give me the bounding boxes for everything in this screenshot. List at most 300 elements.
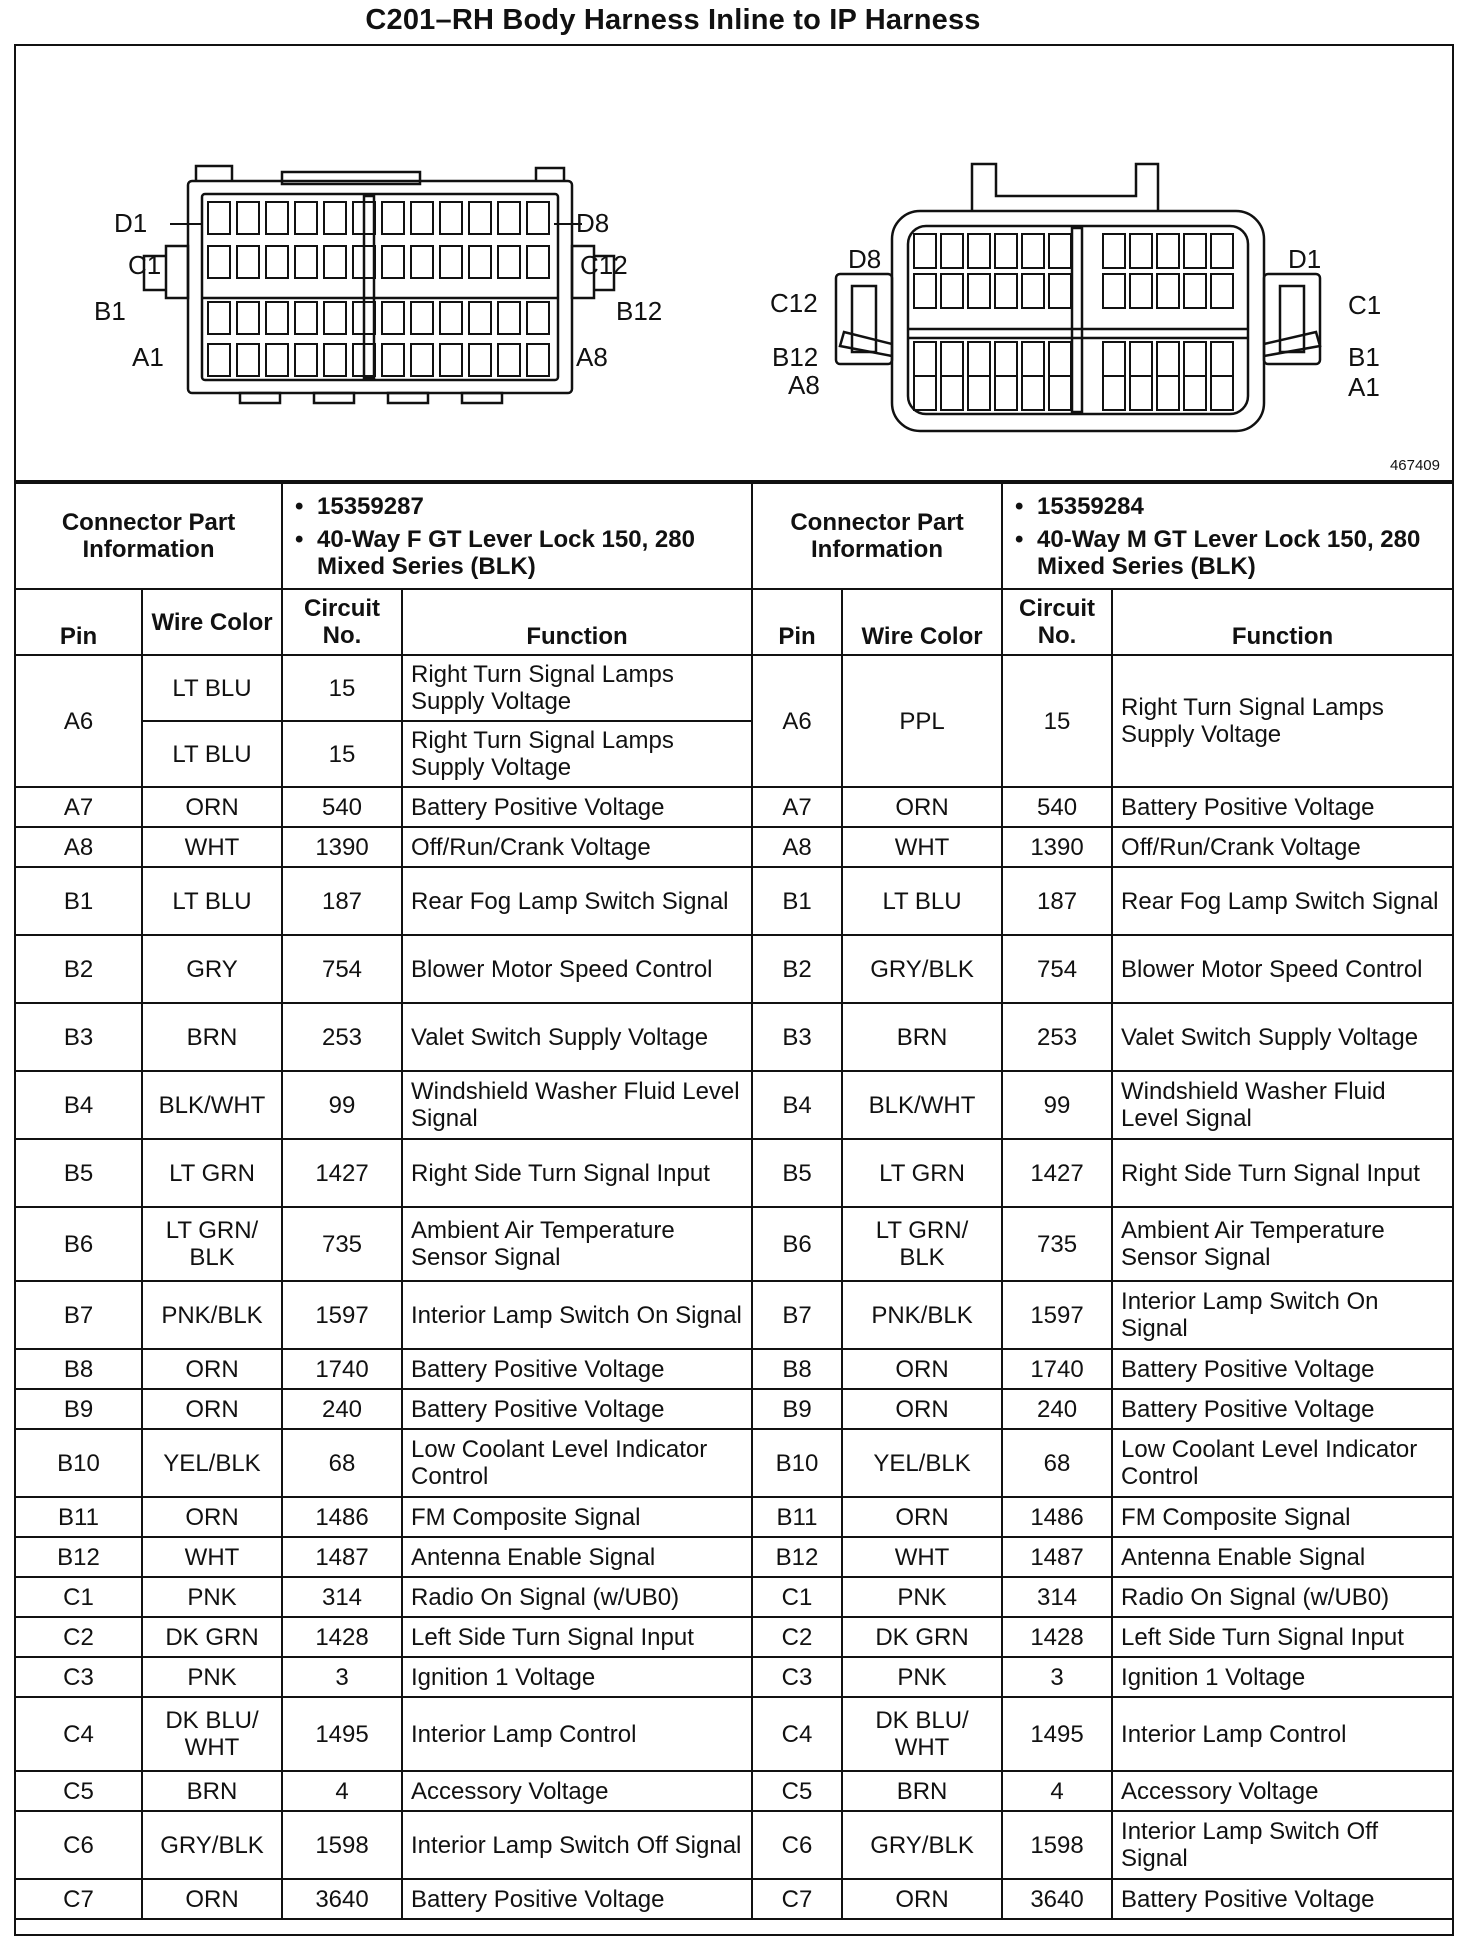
- connector-cavity: [995, 376, 1017, 410]
- connector-cavity: [382, 202, 404, 234]
- pin-cell: B10: [752, 1429, 842, 1497]
- wire-color-cell: YEL/BLK: [842, 1429, 1002, 1497]
- label-c12-male: C12: [770, 288, 818, 318]
- pin-cell: B11: [16, 1497, 142, 1537]
- function-cell: Battery Positive Voltage: [1112, 1879, 1452, 1919]
- function-cell: Interior Lamp Control: [1112, 1697, 1452, 1771]
- pin-cell: C2: [16, 1617, 142, 1657]
- function-cell: Accessory Voltage: [402, 1771, 752, 1811]
- connector-cavity: [1184, 342, 1206, 376]
- connector-cavity: [266, 246, 288, 278]
- wire-color-cell: PNK: [842, 1577, 1002, 1617]
- connector-cavity: [382, 246, 404, 278]
- label-c1: C1: [128, 250, 162, 280]
- connector-info-row: [16, 483, 1452, 589]
- connector-cavity: [1130, 376, 1152, 410]
- function-cell: Low Coolant Level Indicator Control: [402, 1429, 752, 1497]
- connector-cavity: [914, 274, 936, 308]
- function-cell: Rear Fog Lamp Switch Signal: [1112, 867, 1452, 935]
- col-pin-right: Pin: [752, 589, 842, 655]
- wire-color-cell: WHT: [842, 1537, 1002, 1577]
- wire-color-cell: LT BLU: [142, 655, 282, 721]
- circuit-cell: 99: [1002, 1071, 1112, 1139]
- connector-cavity: [498, 202, 520, 234]
- connector-cavity: [1157, 342, 1179, 376]
- function-cell: Left Side Turn Signal Input: [1112, 1617, 1452, 1657]
- connector-cavity: [266, 302, 288, 334]
- circuit-cell: 1390: [1002, 827, 1112, 867]
- connector-cavity: [266, 344, 288, 376]
- connector-cavity: [1049, 376, 1071, 410]
- connector-cavity: [941, 234, 963, 268]
- circuit-cell: 754: [1002, 935, 1112, 1003]
- function-cell: Right Side Turn Signal Input: [402, 1139, 752, 1207]
- label-d1-male: D1: [1288, 244, 1322, 274]
- wire-color-cell: ORN: [142, 1879, 282, 1919]
- connector-cavity: [295, 344, 317, 376]
- function-cell: Valet Switch Supply Voltage: [1112, 1003, 1452, 1071]
- connector-cavity: [1157, 234, 1179, 268]
- connector-cavity: [498, 344, 520, 376]
- pinout-table: [16, 482, 1452, 1920]
- connector-cavity: [1022, 342, 1044, 376]
- connector-cavity: [1022, 376, 1044, 410]
- wire-color-cell: WHT: [142, 827, 282, 867]
- wire-color-cell: DK BLU/ WHT: [142, 1697, 282, 1771]
- connector-cavity: [1049, 342, 1071, 376]
- circuit-cell: 540: [282, 787, 402, 827]
- male-connector-drawing: [836, 164, 1320, 431]
- table-row: [16, 1811, 1452, 1879]
- circuit-cell: 1495: [282, 1697, 402, 1771]
- wire-color-cell: ORN: [842, 1349, 1002, 1389]
- wire-color-cell: GRY/BLK: [142, 1811, 282, 1879]
- connector-cavity: [469, 344, 491, 376]
- label-d1: D1: [114, 208, 148, 238]
- connector-cavity: [1130, 274, 1152, 308]
- connector-cavity: [1103, 342, 1125, 376]
- table-row: [16, 1071, 1452, 1139]
- table-row: [16, 1697, 1452, 1771]
- pin-cell: C6: [16, 1811, 142, 1879]
- connector-cavity: [440, 302, 462, 334]
- connector-cavity: [527, 202, 549, 234]
- wire-color-cell: ORN: [842, 1879, 1002, 1919]
- pin-cell: B1: [752, 867, 842, 935]
- pin-cell: B12: [752, 1537, 842, 1577]
- female-cavity-grid: [208, 202, 549, 376]
- pin-cell: A7: [16, 787, 142, 827]
- table-row: [16, 787, 1452, 827]
- label-a8-male: A8: [788, 370, 820, 400]
- right-part-number: • 15359284: [1011, 493, 1444, 520]
- connector-cavity: [1022, 274, 1044, 308]
- connector-cavity: [1184, 376, 1206, 410]
- connector-cavity: [324, 202, 346, 234]
- table-row: [16, 1429, 1452, 1497]
- circuit-cell: 1428: [282, 1617, 402, 1657]
- circuit-cell: 735: [282, 1207, 402, 1281]
- pin-cell: B5: [16, 1139, 142, 1207]
- table-row: [16, 867, 1452, 935]
- circuit-cell: 68: [1002, 1429, 1112, 1497]
- connector-cavity: [469, 246, 491, 278]
- connector-cavity: [914, 234, 936, 268]
- connector-cavity: [968, 342, 990, 376]
- function-cell: Battery Positive Voltage: [1112, 787, 1452, 827]
- connector-cavity: [208, 246, 230, 278]
- pin-cell: B6: [752, 1207, 842, 1281]
- right-part-description: • 40-Way M GT Lever Lock 150, 280 Mixed Series (BLK): [1011, 526, 1444, 580]
- wire-color-cell: PNK/BLK: [142, 1281, 282, 1349]
- table-row: [16, 1771, 1452, 1811]
- circuit-cell: 68: [282, 1429, 402, 1497]
- connector-cavity: [1211, 376, 1233, 410]
- function-cell: Radio On Signal (w/UB0): [402, 1577, 752, 1617]
- wire-color-cell: LT BLU: [142, 721, 282, 787]
- pin-cell: B1: [16, 867, 142, 935]
- connector-cavity: [968, 234, 990, 268]
- pin-cell: C7: [16, 1879, 142, 1919]
- connector-cavity: [1103, 234, 1125, 268]
- circuit-cell: 1740: [1002, 1349, 1112, 1389]
- connector-cavity: [1049, 274, 1071, 308]
- function-cell: Right Side Turn Signal Input: [1112, 1139, 1452, 1207]
- connector-cavity: [295, 302, 317, 334]
- wire-color-cell: PNK: [142, 1577, 282, 1617]
- col-function-left: Function: [402, 589, 752, 655]
- connector-cavity: [324, 246, 346, 278]
- connector-cavity: [498, 246, 520, 278]
- pin-cell: B4: [16, 1071, 142, 1139]
- label-d8: D8: [576, 208, 610, 238]
- circuit-cell: 1390: [282, 827, 402, 867]
- function-cell: Ambient Air Temperature Sensor Signal: [402, 1207, 752, 1281]
- wire-color-cell: DK GRN: [842, 1617, 1002, 1657]
- wire-color-cell: LT BLU: [142, 867, 282, 935]
- label-b1: B1: [94, 296, 126, 326]
- connector-cavity: [295, 202, 317, 234]
- left-part-description: • 40-Way F GT Lever Lock 150, 280 Mixed Series (BLK): [291, 526, 743, 580]
- circuit-cell: 1428: [1002, 1617, 1112, 1657]
- col-pin-left: Pin: [16, 589, 142, 655]
- function-cell: Blower Motor Speed Control: [1112, 935, 1452, 1003]
- function-cell: Interior Lamp Control: [402, 1697, 752, 1771]
- wire-color-cell: GRY: [142, 935, 282, 1003]
- connector-cavity: [266, 202, 288, 234]
- connector-cavity: [411, 202, 433, 234]
- pin-cell: C5: [752, 1771, 842, 1811]
- connector-cavity: [914, 342, 936, 376]
- circuit-cell: 1487: [282, 1537, 402, 1577]
- wire-color-cell: PPL: [842, 655, 1002, 787]
- pin-cell: B11: [752, 1497, 842, 1537]
- table-row: [16, 935, 1452, 1003]
- connector-cavity: [1211, 342, 1233, 376]
- connector-cavity: [411, 344, 433, 376]
- circuit-cell: 253: [282, 1003, 402, 1071]
- circuit-cell: 1486: [282, 1497, 402, 1537]
- pin-cell: B2: [752, 935, 842, 1003]
- connector-cavity: [208, 344, 230, 376]
- pin-cell: B9: [752, 1389, 842, 1429]
- label-b1-male: B1: [1348, 342, 1380, 372]
- wire-color-cell: PNK: [142, 1657, 282, 1697]
- connector-cavity: [237, 344, 259, 376]
- circuit-cell: 314: [1002, 1577, 1112, 1617]
- pin-cell: C4: [752, 1697, 842, 1771]
- wire-color-cell: ORN: [142, 1349, 282, 1389]
- circuit-cell: 187: [1002, 867, 1112, 935]
- connector-cavity: [914, 376, 936, 410]
- function-cell: FM Composite Signal: [1112, 1497, 1452, 1537]
- left-info-label: Connector Part Information: [16, 483, 282, 589]
- table-row: [16, 1139, 1452, 1207]
- wire-color-cell: WHT: [842, 827, 1002, 867]
- table-row: [16, 1207, 1452, 1281]
- wire-color-cell: ORN: [142, 1389, 282, 1429]
- wire-color-cell: WHT: [142, 1537, 282, 1577]
- circuit-cell: 1427: [1002, 1139, 1112, 1207]
- pin-cell: B12: [16, 1537, 142, 1577]
- circuit-cell: 15: [282, 721, 402, 787]
- circuit-cell: 3640: [282, 1879, 402, 1919]
- table-row: [16, 1657, 1452, 1697]
- col-circuit-left: Circuit No.: [282, 589, 402, 655]
- wire-color-cell: ORN: [842, 1389, 1002, 1429]
- connector-cavity: [941, 342, 963, 376]
- col-wire-color-left: Wire Color: [142, 589, 282, 655]
- connector-cavity: [208, 202, 230, 234]
- col-wire-color-right: Wire Color: [842, 589, 1002, 655]
- wire-color-cell: DK GRN: [142, 1617, 282, 1657]
- function-cell: Ignition 1 Voltage: [1112, 1657, 1452, 1697]
- col-function-right: Function: [1112, 589, 1452, 655]
- pin-cell: C3: [16, 1657, 142, 1697]
- circuit-cell: 754: [282, 935, 402, 1003]
- connector-cavity: [411, 302, 433, 334]
- function-cell: Battery Positive Voltage: [1112, 1349, 1452, 1389]
- pin-cell: C3: [752, 1657, 842, 1697]
- circuit-cell: 240: [282, 1389, 402, 1429]
- pin-cell: B3: [752, 1003, 842, 1071]
- function-cell: Battery Positive Voltage: [1112, 1389, 1452, 1429]
- function-cell: Antenna Enable Signal: [1112, 1537, 1452, 1577]
- label-c1-male: C1: [1348, 290, 1382, 320]
- connector-cavity: [968, 274, 990, 308]
- pin-cell: C6: [752, 1811, 842, 1879]
- pin-cell: B8: [752, 1349, 842, 1389]
- circuit-cell: 1597: [1002, 1281, 1112, 1349]
- left-part-number: • 15359287: [291, 493, 743, 520]
- connector-cavity: [440, 344, 462, 376]
- pin-cell: A6: [752, 655, 842, 787]
- circuit-cell: 187: [282, 867, 402, 935]
- circuit-cell: 15: [282, 655, 402, 721]
- function-cell: Ambient Air Temperature Sensor Signal: [1112, 1207, 1452, 1281]
- connector-cavity: [995, 234, 1017, 268]
- function-cell: Antenna Enable Signal: [402, 1537, 752, 1577]
- pin-cell: C4: [16, 1697, 142, 1771]
- connector-cavity: [527, 302, 549, 334]
- connector-cavity: [1211, 234, 1233, 268]
- label-a1: A1: [132, 342, 164, 372]
- connector-cavity: [1130, 234, 1152, 268]
- document-frame: [14, 44, 1454, 1936]
- page-title: C201–RH Body Harness Inline to IP Harness: [365, 4, 981, 36]
- wire-color-cell: GRY/BLK: [842, 935, 1002, 1003]
- function-cell: Off/Run/Crank Voltage: [1112, 827, 1452, 867]
- circuit-cell: 1487: [1002, 1537, 1112, 1577]
- connector-cavity: [1157, 274, 1179, 308]
- function-cell: Interior Lamp Switch Off Signal: [402, 1811, 752, 1879]
- circuit-cell: 253: [1002, 1003, 1112, 1071]
- pin-cell: A6: [16, 655, 142, 787]
- male-cavity-grid: [914, 234, 1233, 410]
- male-pin-labels: [770, 244, 1381, 402]
- wire-color-cell: PNK/BLK: [842, 1281, 1002, 1349]
- function-cell: Radio On Signal (w/UB0): [1112, 1577, 1452, 1617]
- connector-cavity: [1103, 376, 1125, 410]
- right-info-cell: [1002, 483, 1452, 589]
- connector-cavity: [1184, 274, 1206, 308]
- label-b12-male: B12: [772, 342, 819, 372]
- connector-cavity: [324, 344, 346, 376]
- label-d8-male: D8: [848, 244, 882, 274]
- circuit-cell: 4: [1002, 1771, 1112, 1811]
- table-row: [16, 1349, 1452, 1389]
- table-row: [16, 1577, 1452, 1617]
- connector-cavity: [1022, 234, 1044, 268]
- circuit-cell: 1597: [282, 1281, 402, 1349]
- connector-cavity: [382, 344, 404, 376]
- function-cell: FM Composite Signal: [402, 1497, 752, 1537]
- function-cell: Interior Lamp Switch Off Signal: [1112, 1811, 1452, 1879]
- wire-color-cell: BRN: [842, 1771, 1002, 1811]
- connector-cavity: [324, 302, 346, 334]
- function-cell: Right Turn Signal Lamps Supply Voltage: [402, 655, 752, 721]
- function-cell: Windshield Washer Fluid Level Signal: [1112, 1071, 1452, 1139]
- function-cell: Rear Fog Lamp Switch Signal: [402, 867, 752, 935]
- connector-cavity: [527, 246, 549, 278]
- wire-color-cell: LT GRN: [142, 1139, 282, 1207]
- table-row: [16, 1497, 1452, 1537]
- wire-color-cell: PNK: [842, 1657, 1002, 1697]
- function-cell: Off/Run/Crank Voltage: [402, 827, 752, 867]
- circuit-cell: 240: [1002, 1389, 1112, 1429]
- circuit-cell: 3: [282, 1657, 402, 1697]
- connector-cavity: [411, 246, 433, 278]
- female-pin-labels: [94, 208, 662, 372]
- function-cell: Battery Positive Voltage: [402, 1389, 752, 1429]
- wire-color-cell: GRY/BLK: [842, 1811, 1002, 1879]
- pin-cell: B10: [16, 1429, 142, 1497]
- connector-cavity: [941, 376, 963, 410]
- circuit-cell: 1495: [1002, 1697, 1112, 1771]
- connector-cavity: [382, 302, 404, 334]
- function-cell: Right Turn Signal Lamps Supply Voltage: [402, 721, 752, 787]
- wire-color-cell: ORN: [142, 1497, 282, 1537]
- figure-number: 467409: [1389, 457, 1440, 474]
- function-cell: Battery Positive Voltage: [402, 787, 752, 827]
- circuit-cell: 1486: [1002, 1497, 1112, 1537]
- circuit-cell: 4: [282, 1771, 402, 1811]
- label-a8: A8: [576, 342, 608, 372]
- circuit-cell: 1598: [282, 1811, 402, 1879]
- pin-cell: B7: [752, 1281, 842, 1349]
- function-cell: Left Side Turn Signal Input: [402, 1617, 752, 1657]
- table-row: [16, 1537, 1452, 1577]
- connector-cavity: [440, 246, 462, 278]
- pin-cell: B5: [752, 1139, 842, 1207]
- circuit-cell: 735: [1002, 1207, 1112, 1281]
- function-cell: Interior Lamp Switch On Signal: [402, 1281, 752, 1349]
- circuit-cell: 3: [1002, 1657, 1112, 1697]
- circuit-cell: 15: [1002, 655, 1112, 787]
- table-row: [16, 1389, 1452, 1429]
- right-info-label: Connector Part Information: [752, 483, 1002, 589]
- connector-cavity: [237, 202, 259, 234]
- table-row: [16, 827, 1452, 867]
- function-cell: Battery Positive Voltage: [402, 1349, 752, 1389]
- connector-cavity: [968, 376, 990, 410]
- table-row: [16, 1617, 1452, 1657]
- function-cell: Accessory Voltage: [1112, 1771, 1452, 1811]
- pin-cell: C7: [752, 1879, 842, 1919]
- connector-cavity: [498, 302, 520, 334]
- pin-cell: B7: [16, 1281, 142, 1349]
- table-row-a6: [16, 655, 1452, 721]
- wire-color-cell: BRN: [142, 1003, 282, 1071]
- connector-cavity: [237, 302, 259, 334]
- circuit-cell: 1598: [1002, 1811, 1112, 1879]
- connector-cavity: [1211, 274, 1233, 308]
- connector-cavity: [995, 274, 1017, 308]
- pin-cell: B2: [16, 935, 142, 1003]
- connector-cavity: [1130, 342, 1152, 376]
- label-b12: B12: [616, 296, 663, 326]
- connector-cavity: [1103, 274, 1125, 308]
- circuit-cell: 1427: [282, 1139, 402, 1207]
- pin-cell: A8: [16, 827, 142, 867]
- function-cell: Battery Positive Voltage: [402, 1879, 752, 1919]
- table-row: [16, 1281, 1452, 1349]
- circuit-cell: 1740: [282, 1349, 402, 1389]
- pin-cell: A8: [752, 827, 842, 867]
- col-circuit-right: Circuit No.: [1002, 589, 1112, 655]
- connector-cavity: [208, 302, 230, 334]
- wire-color-cell: BLK/WHT: [842, 1071, 1002, 1139]
- connector-cavity: [1157, 376, 1179, 410]
- wire-color-cell: LT GRN/ BLK: [842, 1207, 1002, 1281]
- connector-cavity: [941, 274, 963, 308]
- function-cell: Right Turn Signal Lamps Supply Voltage: [1112, 655, 1452, 787]
- circuit-cell: 3640: [1002, 1879, 1112, 1919]
- circuit-cell: 314: [282, 1577, 402, 1617]
- pin-cell: C5: [16, 1771, 142, 1811]
- label-a1-male: A1: [1348, 372, 1380, 402]
- table-row: [16, 1879, 1452, 1919]
- wire-color-cell: DK BLU/ WHT: [842, 1697, 1002, 1771]
- pin-cell: C2: [752, 1617, 842, 1657]
- pin-cell: B8: [16, 1349, 142, 1389]
- pin-cell: B3: [16, 1003, 142, 1071]
- connector-cavity: [295, 246, 317, 278]
- circuit-cell: 99: [282, 1071, 402, 1139]
- wire-color-cell: LT GRN: [842, 1139, 1002, 1207]
- connector-cavity: [469, 202, 491, 234]
- wire-color-cell: ORN: [842, 787, 1002, 827]
